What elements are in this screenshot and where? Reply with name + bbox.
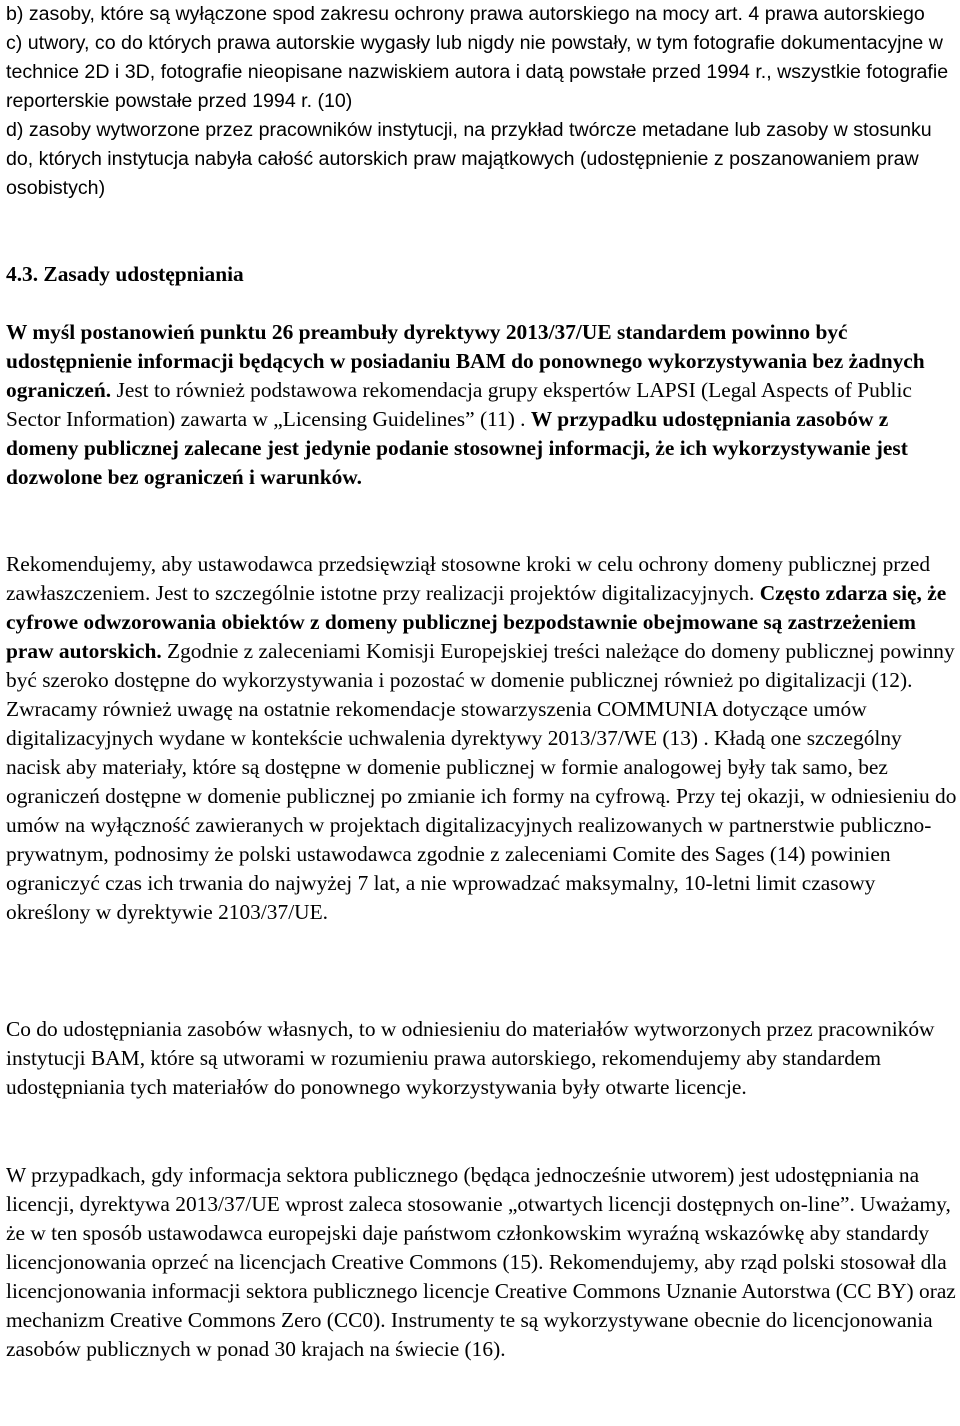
list-item-c: c) utwory, co do których prawa autorskie wygasły lub nigdy nie powstały, w tym fotografie dokumentacyjne w technice 2D i 3D, fotografie nieopisane nazwiskiem autora i datą powstałe przed 1994 r., wszystkie fotografie reporterskie powstałe przed 1994 r. (10) xyxy=(6,32,949,112)
paragraph-2-normal-1: Rekomendujemy, aby ustawodawca przedsięwziął stosowne kroki w celu ochrony domeny publicznej przed zawłaszczeniem. Jest to szczególnie istotne przy realizacji projektów digitalizacyjnych. xyxy=(6,552,931,605)
paragraph-2 xyxy=(6,550,958,927)
paragraph-1-bold-2: W przypadku udostępniania zasobów z domeny publicznej zalecane jest jedynie podanie stosownej informacji, że ich wykorzystywanie jest dozwolone bez ograniczeń i warunków. xyxy=(6,407,908,489)
paragraph-2-normal-2: Zgodnie z zaleceniami Komisji Europejskiej treści należące do domeny publicznej powinny być szeroko dostępne do wykorzystywania i pozostać w domenie publicznej również po digitalizacji (12). Zwracamy również uwagę na ostatnie rekomendacje stowarzyszenia COMMUNIA dotyczące umów digitalizacyjnych wydane w kontekście uchwalenia dyrektywy 2013/37/WE (13) . Kładą one szczególny nacisk aby materiały, które są dostępne w domenie publicznej w formie analogowej były tak samo, bez ograniczeń dostępne w domenie publicznej po zmianie ich formy na cyfrową. Przy tej okazji, w odniesieniu do umów na wyłączność zawieranych w projektach digitalizacyjnych realizowanych w partnerstwie publiczno-prywatnym, podnosimy że polski ustawodawca zgodnie z zaleceniami Comite des Sages (14) powinien ograniczyć czas ich trwania do najwyżej 7 lat, a nie wprowadzać maksymalny, 10-letni limit czasowy określony w dyrektywie 2103/37/UE. xyxy=(6,639,957,924)
section-heading: 4.3. Zasady udostępniania xyxy=(6,262,244,286)
list-item-d: d) zasoby wytworzone przez pracowników instytucji, na przykład twórcze metadane lub zasoby w stosunku do, których instytucja nabyła całość autorskich praw majątkowych (udostępnienie z poszanowaniem praw osobistych) xyxy=(6,119,932,199)
paragraph-2-bold-1: Często zdarza się, że cyfrowe odwzorowania obiektów z domeny publicznej bezpodstawnie obejmowane są zastrzeżeniem praw autorskich. xyxy=(6,581,947,663)
paragraph-4: W przypadkach, gdy informacja sektora publicznego (będąca jednocześnie utworem) jest udostępniania na licencji, dyrektywa 2013/37/UE wprost zaleca stosowanie „otwartych licencji dostępnych on-line”. Uważamy, że w ten sposób ustawodawca europejski daje państwom członkowskim wyraźną wskazówkę aby standardy licencjonowania oprzeć na licencjach Creative Commons (15). Rekomendujemy, aby rząd polski stosował dla licencjonowania informacji sektora publicznego licencje Creative Commons Uznanie Autorstwa (CC BY) oraz mechanizm Creative Commons Zero (CC0). Instrumenty te są wykorzystywane obecnie do licencjonowania zasobów publicznych w ponad 30 krajach na świecie (16). xyxy=(6,1163,956,1361)
list-block xyxy=(6,0,958,203)
paragraph-1 xyxy=(6,318,958,492)
paragraph-1-bold-1: W myśl postanowień punktu 26 preambuły dyrektywy 2013/37/UE standardem powinno być udostępnienie informacji będących w posiadaniu BAM do ponownego wykorzystywania bez żadnych ograniczeń. xyxy=(6,320,925,402)
paragraph-3: Co do udostępniania zasobów własnych, to w odniesieniu do materiałów wytworzonych przez pracowników instytucji BAM, które są utworami w rozumieniu prawa autorskiego, rekomendujemy aby standardem udostępniania tych materiałów do ponownego wykorzystywania były otwarte licencje. xyxy=(6,1017,935,1099)
paragraph-1-normal-1: Jest to również podstawowa rekomendacja grupy ekspertów LAPSI (Legal Aspects of Public Sector Information) zawarta w „Licensing Guidelines” (11) . xyxy=(6,378,912,431)
list-item-b: b) zasoby, które są wyłączone spod zakresu ochrony prawa autorskiego na mocy art. 4 prawa autorskiego xyxy=(6,3,925,25)
